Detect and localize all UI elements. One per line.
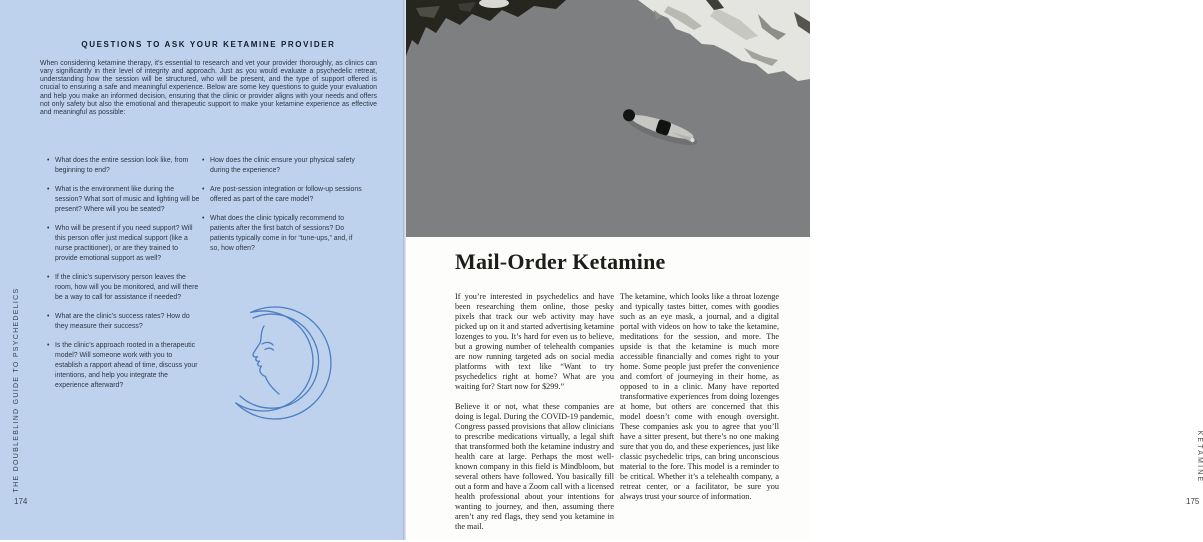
bullet-text: If the clinic’s supervisory person leaves the room, how will you be monitored, and will there be a way to call for assistance if needed?: [55, 274, 199, 301]
paragraph: Believe it or not, what these companies are doing is legal. During the COVID-19 pandemic, Congress passed provisions that allow clinicians to prescribe medications virtually, a legal shift that transformed both the ketamine industry and health care at large. Perhaps the most well-known company in this field is Mindbloom, but several others have followed. You basically fill out a form and have a Zoom call with a licensed health professional about your intentions for wanting to journey, and then, assuming there aren’t any red flags, they send you ketamine in the mail.: [455, 402, 614, 531]
bullet-text: Who will be present if you need support? Will this person offer just medical support (like a nurse practitioner), or are they trained to provide emotional support as well?: [55, 225, 193, 262]
sidebar-vertical-title: THE DOUBLEBLIND GUIDE TO PSYCHEDELICS: [13, 287, 20, 493]
bullet-dot: •: [47, 157, 50, 164]
bullet-item: [202, 214, 362, 254]
bullet-item: [47, 185, 200, 215]
intro-paragraph: When considering ketamine therapy, it’s essential to research and vet your provider thoroughly, as clinics can vary significantly in their level of integrity and approach. Just as you would evaluate a psychedelic retreat, understanding how the session will be structured, who will be present, and the type of support offered is crucial to ensuring a safe and meaningful experience. Below are some key questions to guide your evaluation and help you make an informed decision, ensuring that the clinic or provider aligns with your needs and offers not only safety but also the emotional and therapeutic support to make your ketamine experience as effective and meaningful as possible:: [40, 60, 377, 116]
bullet-item: [47, 224, 200, 264]
page-number-right: 175: [1186, 497, 1200, 506]
bullet-dot: •: [202, 186, 205, 193]
bullet-text: Is the clinic’s approach rooted in a therapeutic model? Will someone work with you to establish a rapport ahead of time, discuss your intentions, and help you integrate the experience afterward?: [55, 342, 198, 389]
article-title: Mail-Order Ketamine: [455, 249, 666, 274]
bullet-item: [47, 156, 200, 176]
page-number-left: 174: [14, 497, 28, 506]
bullet-dot: •: [47, 342, 50, 349]
bullet-dot: •: [47, 225, 50, 232]
bullet-text: Are post-session integration or follow-up sessions offered as part of the care model?: [210, 186, 362, 203]
article-column-left: [455, 292, 614, 542]
right-page: [406, 0, 1203, 540]
bullet-text: What does the entire session look like, from beginning to end?: [55, 157, 189, 174]
paragraph: The ketamine, which looks like a throat lozenge and typically tastes bitter, comes with goodies such as an eye mask, a journal, and a digital portal with videos on how to take the ketamine, meditations for the session, and more. The upside is that the ketamine is much more accessible financially and comes right to your home. Some people just prefer the convenience and comfort of journeying in their home, as opposed to in a clinic. Many have reported transformative experiences from doing lozenges at home, but others are concerned that this model doesn’t come with enough oversight. These companies ask you to agree that you’ll have a sitter present, but there’s no one making sure that you do, and these experiences, just like classic psychedelic trips, can bring unconscious material to the fore. This model is a reminder to be critical. Whether it’s a telehealth company, a retreat center, or a facilitator, be sure you always trust your source of information.: [620, 292, 779, 501]
bullet-list-right: [202, 156, 362, 263]
bullet-item: [47, 273, 200, 303]
bullet-dot: •: [202, 215, 205, 222]
bullet-dot: •: [47, 186, 50, 193]
bullet-dot: •: [202, 157, 205, 164]
bullet-item: [202, 156, 362, 176]
page-heading: QUESTIONS TO ASK YOUR KETAMINE PROVIDER: [81, 40, 336, 49]
article-column-right: [620, 292, 779, 512]
crescent-moon-icon: [215, 303, 335, 423]
bullet-dot: •: [47, 274, 50, 281]
bullet-text: What is the environment like during the session? What sort of music and lighting will be present? Where will you be seated?: [55, 186, 200, 213]
hero-photo: [406, 0, 810, 237]
bullet-item: [47, 312, 200, 332]
bullet-item: [202, 185, 362, 205]
sidebar-vertical-label: KETAMINE: [1196, 430, 1203, 484]
left-page: [0, 0, 403, 540]
bullet-text: What are the clinic’s success rates? How do they measure their success?: [55, 313, 190, 330]
bullet-list-left: [47, 156, 200, 400]
bullet-text: What does the clinic typically recommend to patients after the first batch of sessions? Do patients typically come in for “tune-ups,” and, if so, how often?: [210, 215, 353, 252]
bullet-text: How does the clinic ensure your physical safety during the experience?: [210, 157, 355, 174]
bullet-item: [47, 341, 200, 391]
bullet-dot: •: [47, 313, 50, 320]
paragraph: If you’re interested in psychedelics and have been researching them online, those pesky pixels that track our web activity may have picked up on it and started advertising ketamine lozenges to you. It’s hard for even us to believe, but a growing number of telehealth companies are now running targeted ads on social media platforms with text like “Want to try psychedelics right at home? What are you waiting for? Start now for $299.”: [455, 292, 614, 391]
